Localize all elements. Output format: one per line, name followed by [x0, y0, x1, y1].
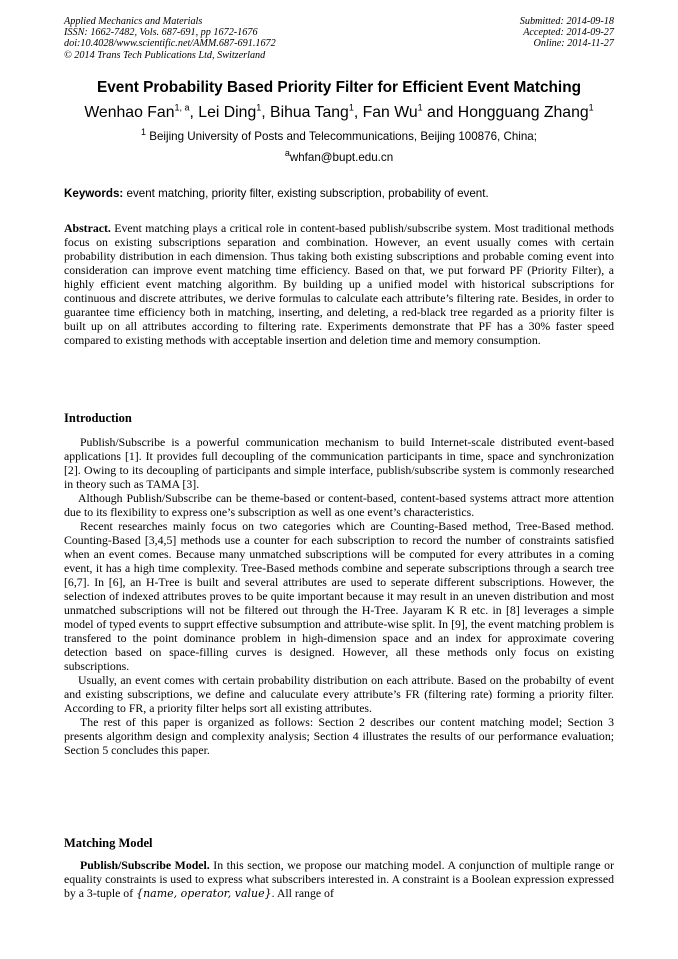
online-date: Online: 2014-11-27 — [533, 38, 614, 50]
author-name: Bihua Tang — [270, 104, 349, 121]
doi-line: doi:10.4028/www.scientific.net/AMM.687-691.1672 — [64, 38, 276, 50]
author-name: Lei Ding — [198, 104, 257, 121]
issn-line: ISSN: 1662-7482, Vols. 687-691, pp 1672-1676 — [64, 27, 258, 39]
email-text: whfan@bupt.edu.cn — [289, 151, 394, 164]
affiliation-sup: 1 — [141, 127, 147, 138]
paragraph: The rest of this paper is organized as follows: Section 2 describes our content matching model; Section 3 presents algorithm design and complexity analysis; Section 4 illustrates the results of our performance evaluation; Section 5 concludes this paper. — [64, 714, 614, 757]
section-heading-matching-model: Matching Model — [64, 836, 153, 850]
author-sep: , — [261, 104, 271, 121]
paragraph — [64, 858, 614, 901]
email-sup: a — [284, 148, 290, 159]
author-sep: , — [189, 104, 199, 121]
author-name: Fan Wu — [362, 104, 418, 121]
author-email — [64, 148, 614, 165]
math-expression: {name, operator, value} — [136, 886, 272, 900]
header-left — [64, 16, 276, 61]
abstract-text: Event matching plays a critical role in content-based publish/subscribe system. Most traditional methods focus on existing subscriptions separation and combination. However, an event usually comes with certain probability distribution in each dimension. Thus taking both existing subscriptions and probable coming event into consideration can improve event matching time efficiency. Based on that, we put forward PF (Priority Filter), a highly efficient event matching algorithm. By building up a unified model with historical subscriptions for continuous and discrete attributes, we derive formulas to calculate each attribute’s filtering rate. Besides, in order to guarantee time efficiency both in matching, inserting, and deleting, a red-black tree regarded as a priority filter is built up on all attributes according to filtering rate. Experiments demonstrate that PF has a 30% faster speed compared to existing methods with acceptable insertion and deletion time and memory consumption. — [64, 221, 614, 347]
subsection-lead: Publish/Subscribe Model. — [80, 858, 210, 872]
author-sep: and — [422, 104, 458, 121]
paragraph-text: In this section, we propose our matching model. A conjunction of multiple range or equality constraints is used to express what subscribers interested in. A constraint is a Boolean expression expressed by a 3-tuple of — [64, 858, 614, 900]
section-heading-introduction: Introduction — [64, 411, 132, 425]
accepted-date: Accepted: 2014-09-27 — [523, 27, 614, 39]
paragraph: Publish/Subscribe is a powerful communication mechanism to build Internet-scale distributed event-based applications [1]. It provides full decoupling of the communication participants in time, space and synchronization [2]. Owing to its decoupling of participants and simple interface, publish/subscribe system is commonly researched in theory such as TAMA [3]. — [64, 435, 614, 491]
author-sup: 1 — [348, 102, 354, 113]
keywords-label: Keywords: — [64, 187, 124, 200]
author-sup: 1 — [256, 102, 262, 113]
author-sup: 1 — [417, 102, 423, 113]
paragraph: Although Publish/Subscribe can be theme-based or content-based, content-based systems attract more attention due to its flexibility to express one’s subscription as well as one event’s characteristics. — [64, 490, 614, 519]
author-sup: 1 — [588, 102, 594, 113]
paragraph: Usually, an event comes with certain probability distribution on each attribute. Based on the probabilty of event and existing subscriptions, we define and caluculate every attribute’s FR (filtering rate) forming a priority filter. According to FR, a priority filter helps sort all existing attributes. — [64, 672, 614, 715]
copyright-line: © 2014 Trans Tech Publications Ltd, Switzerland — [64, 49, 266, 61]
header-right — [520, 16, 614, 50]
matching-model-body — [64, 858, 614, 901]
introduction-body — [64, 435, 614, 757]
abstract — [64, 222, 614, 348]
journal-name: Applied Mechanics and Materials — [64, 16, 203, 27]
author-list — [64, 103, 614, 123]
paragraph: Recent researches mainly focus on two categories which are Counting-Based method, Tree-Based method. Counting-Based [3,4,5] methods use a counter for each subscription to record the number of constraints satisfied when an event comes. Because many unmatched subscriptions will be computed for every attributes in a coming event, it has a high time complexity. Tree-Based methods combine and seperate subscriptions through a search tree [6,7]. In [6], an H-Tree is built and several attributes are used to seperate different subscriptions. However, the selection of indexed attributes proves to be quite important because it may result in an uneven distribution and most unmatched subscriptions will not be filtered out through the H-Tree. Jayaram K R etc. in [8] leverages a simple model of typed events to supprt effective subsumption and attribute-wise split. In [9], the event matching problem is transfered to the point dominance problem in high-dimension space and an index for approximate covering detection based on space-filling curves is designed. However, all these methods only focus on existing subscriptions. — [64, 518, 614, 673]
author-name: Wenhao Fan — [84, 104, 175, 121]
author-name: Hongguang Zhang — [457, 104, 589, 121]
author-sep: , — [353, 104, 363, 121]
paragraph-text: . All range of — [271, 885, 334, 900]
paper-title: Event Probability Based Priority Filter for Efficient Event Matching — [96, 79, 582, 96]
keywords-text: event matching, priority filter, existing subscription, probability of event. — [123, 187, 489, 200]
keywords — [64, 187, 614, 201]
affiliation-text: Beijing University of Posts and Telecommunications, Beijing 100876, China; — [146, 130, 537, 143]
affiliation — [64, 127, 614, 144]
abstract-label: Abstract. — [64, 221, 111, 235]
submitted-date: Submitted: 2014-09-18 — [519, 16, 614, 27]
author-sup: 1, a — [174, 102, 190, 113]
